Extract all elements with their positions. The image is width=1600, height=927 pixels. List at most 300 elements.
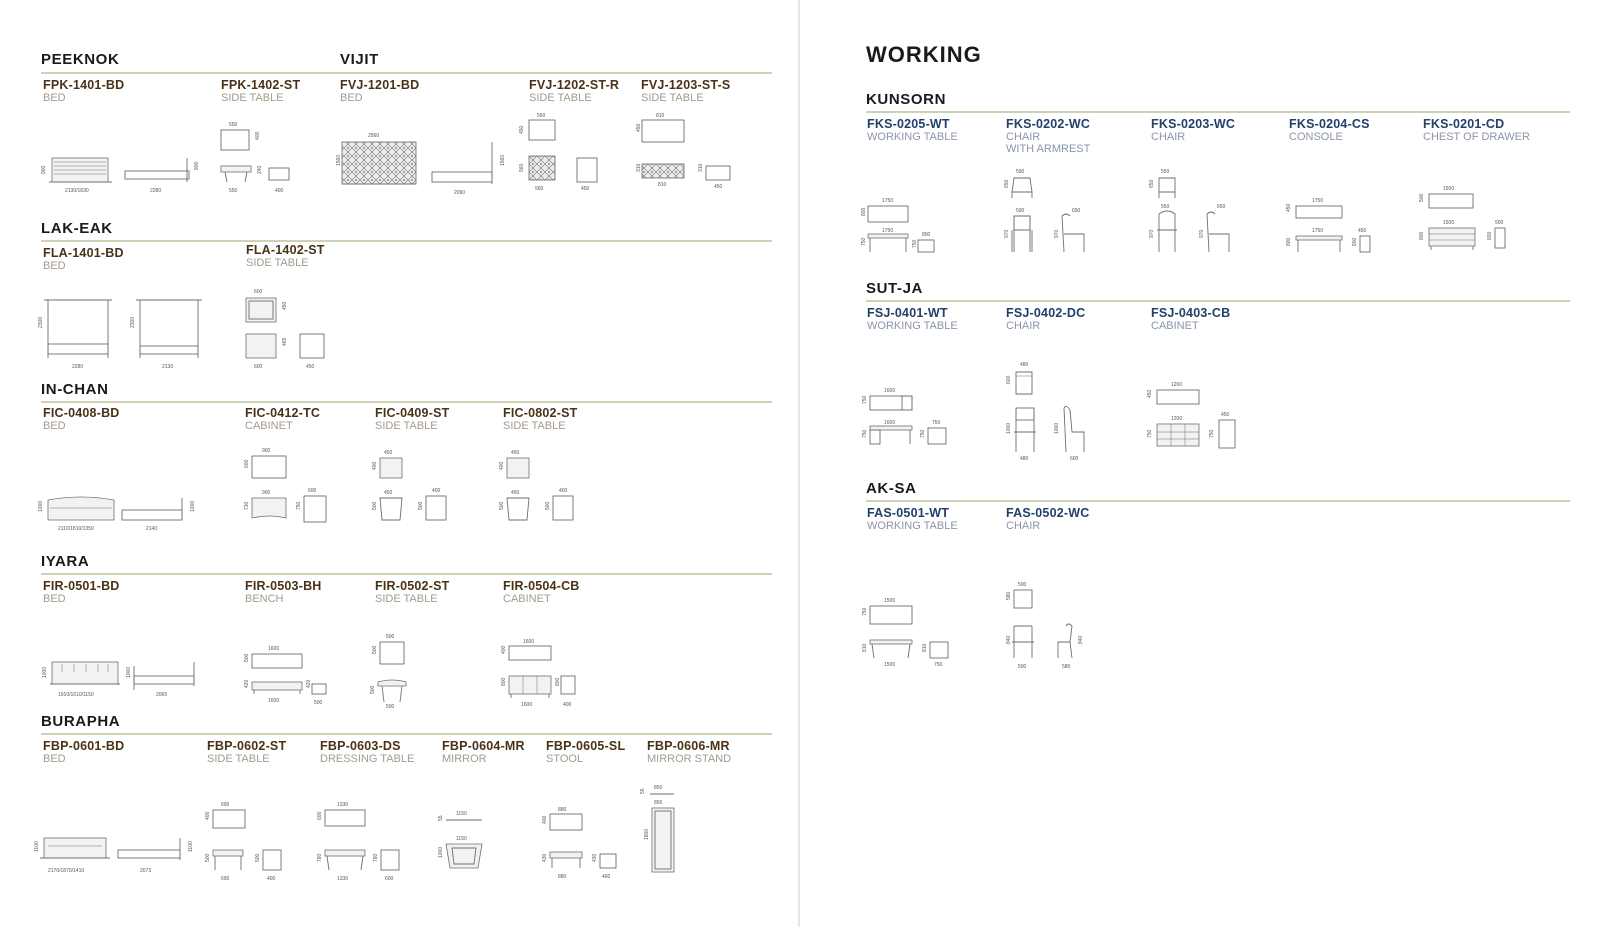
product-description: CHAIR <box>1006 131 1041 143</box>
product-code: FVJ-1201-BD <box>340 78 420 92</box>
dim-label: 2110/1810/1350 <box>58 526 94 532</box>
drawing-fks-0202-wc <box>1000 168 1100 258</box>
dim-label: 750 <box>920 429 926 438</box>
dim-label: 500 <box>205 853 211 862</box>
drawing-fas-0502-wc <box>1000 578 1100 672</box>
dim-label: 810 <box>922 643 928 652</box>
drawing-fks-0205-wt <box>860 196 950 258</box>
dim-label: 580 <box>1006 591 1012 600</box>
product-fbp-0602-st <box>207 739 286 765</box>
product-description: CHAIR <box>1006 320 1041 332</box>
dim-label: 750 <box>861 237 867 246</box>
product-description: SIDE TABLE <box>221 92 284 104</box>
drawing-fir-0504-cb <box>497 640 597 710</box>
dim-label: 400 <box>255 131 261 140</box>
dim-label: 500 <box>372 645 378 654</box>
product-fbp-0605-sl <box>546 739 625 765</box>
dim-label: 800 <box>1487 231 1493 240</box>
dim-label: 400 <box>267 876 276 882</box>
product-fir-0504-cb <box>503 579 580 605</box>
dim-label: 800 <box>194 161 200 170</box>
dim-label: 55 <box>640 788 646 794</box>
dim-label: 450 <box>636 123 642 132</box>
dim-label: 430 <box>592 853 598 862</box>
section-rule-peeknok <box>41 72 772 74</box>
product-description: DRESSING TABLE <box>320 753 415 765</box>
product-description: BED <box>43 260 66 272</box>
dim-label: 1600 <box>521 702 533 708</box>
dim-label: 810 <box>862 643 868 652</box>
dim-label: 970 <box>1199 229 1205 238</box>
section-title-lak-eak: LAK-EAK <box>41 220 113 237</box>
dim-label: 1200 <box>1171 416 1183 422</box>
product-code: FVJ-1202-ST-R <box>529 78 620 92</box>
dim-label: 650 <box>1149 179 1155 188</box>
dim-label: 600 <box>317 811 323 820</box>
dim-label: 500 <box>499 501 505 510</box>
right-page <box>800 0 1600 927</box>
product-fks-0203-wc <box>1151 117 1235 143</box>
drawing-fic-0412-tc <box>240 446 340 536</box>
dim-label: 2280 <box>150 188 162 194</box>
dim-label: 750 <box>862 395 868 404</box>
dim-label: 480 <box>1020 362 1029 368</box>
product-code: FPK-1402-ST <box>221 78 301 92</box>
dim-label: 460 <box>602 874 611 880</box>
dim-label: 450 <box>1147 389 1153 398</box>
dim-label: 560 <box>537 113 546 119</box>
left-page <box>0 0 798 927</box>
dim-label: 450 <box>511 450 520 456</box>
drawing-fsj-0401-wt <box>860 386 960 458</box>
dim-label: 750 <box>296 501 302 510</box>
drawing-fas-0501-wt <box>860 596 960 672</box>
dim-label: 2280 <box>72 364 84 370</box>
product-fsj-0401-wt <box>867 306 958 332</box>
dim-label: 500 <box>418 501 424 510</box>
dim-label: 730 <box>244 501 250 510</box>
product-fas-0502-wc <box>1006 506 1089 532</box>
dim-label: 400 <box>499 461 505 470</box>
product-code: FBP-0603-DS <box>320 739 401 753</box>
product-fks-0204-cs <box>1289 117 1370 143</box>
dim-label: 1100 <box>188 841 194 852</box>
dim-label: 1000 <box>1006 422 1012 434</box>
dim-label: 1560 <box>500 154 506 166</box>
dim-label: 880 <box>558 807 567 813</box>
drawing-fir-0502-st <box>370 632 440 710</box>
dim-label: 1600 <box>884 388 896 394</box>
product-description: SIDE TABLE <box>503 420 566 432</box>
dim-label: 1910/1610/1150 <box>58 692 94 698</box>
product-code: FBP-0601-BD <box>43 739 125 753</box>
product-code: FIR-0501-BD <box>43 579 120 593</box>
dim-label: 1750 <box>882 228 894 234</box>
product-description: BENCH <box>245 593 284 605</box>
dim-label: 240 <box>257 165 263 174</box>
product-code: FSJ-0401-WT <box>867 306 948 320</box>
product-fic-0408-bd <box>43 406 120 432</box>
dim-label: 420 <box>306 679 312 688</box>
dim-label: 780 <box>317 853 323 862</box>
dim-label: 1600 <box>268 646 280 652</box>
product-code: FIR-0504-CB <box>503 579 580 593</box>
dim-label: 450 <box>384 490 393 496</box>
dim-label: 750 <box>862 607 868 616</box>
product-description-2: WITH ARMREST <box>1006 143 1091 155</box>
dim-label: 840 <box>1078 635 1084 644</box>
dim-label: 450 <box>1286 203 1292 212</box>
dim-label: 600 <box>385 876 394 882</box>
dim-label: 550 <box>1161 204 1170 210</box>
dim-label: 750 <box>862 429 868 438</box>
dim-label: 2560 <box>368 133 380 139</box>
product-description: CABINET <box>245 420 293 432</box>
dim-label: 900 <box>262 448 271 454</box>
product-description: SIDE TABLE <box>529 92 592 104</box>
product-code: FKS-0201-CD <box>1423 117 1505 131</box>
dim-label: 1200 <box>1171 382 1183 388</box>
dim-label: 310 <box>636 163 642 172</box>
drawing-fsj-0402-dc <box>1000 358 1100 466</box>
dim-label: 500 <box>372 501 378 510</box>
dim-label: 450 <box>384 450 393 456</box>
dim-label: 450 <box>519 125 525 134</box>
dim-label: 650 <box>1072 208 1081 214</box>
product-fpk-1402-st <box>221 78 300 104</box>
product-description: CHAIR <box>1006 520 1041 532</box>
dim-label: 1000 <box>438 846 444 858</box>
section-rule-iyara <box>41 573 772 575</box>
dim-label: 750 <box>912 239 918 248</box>
product-description: SIDE TABLE <box>375 593 438 605</box>
dim-label: 650 <box>1004 179 1010 188</box>
product-description: BED <box>43 420 66 432</box>
dim-label: 1500 <box>884 662 896 668</box>
dim-label: 420 <box>244 679 250 688</box>
drawing-fvj-1201-bd <box>336 128 508 200</box>
dim-label: 600 <box>1006 375 1012 384</box>
dim-label: 465 <box>282 337 288 346</box>
dim-label: 2140 <box>146 526 158 532</box>
dim-label: 1100 <box>34 841 40 852</box>
section-title-burapha: BURAPHA <box>41 713 121 730</box>
dim-label: 2170/1870/1410 <box>48 868 85 874</box>
section-rule-burapha <box>41 733 772 735</box>
dim-label: 400 <box>432 488 441 494</box>
product-code: FAS-0502-WC <box>1006 506 1090 520</box>
dim-label: 400 <box>275 188 284 194</box>
product-fks-0201-cd <box>1423 117 1530 143</box>
dim-label: 750 <box>1147 429 1153 438</box>
drawing-fir-0503-bh <box>240 646 340 708</box>
section-title-sut-ja: SUT-JA <box>866 280 923 297</box>
product-fbp-0604-mr <box>442 739 525 765</box>
drawing-fic-0408-bd <box>36 494 196 536</box>
dim-label: 1800 <box>644 828 650 840</box>
dim-label: 1150 <box>456 836 467 842</box>
dim-label: 500 <box>386 704 395 710</box>
drawing-fbp-0602-st <box>203 800 293 884</box>
dim-label: 600 <box>254 364 263 370</box>
dim-label: 500 <box>1018 664 1027 670</box>
dim-label: 850 <box>654 785 663 791</box>
product-code: FLA-1402-ST <box>246 243 325 257</box>
dim-label: 450 <box>581 186 590 192</box>
page-title-working: WORKING <box>866 42 982 67</box>
dim-label: 1600 <box>523 639 535 645</box>
dim-label: 1500 <box>1443 186 1455 192</box>
product-code: FIC-0412-TC <box>245 406 321 420</box>
dim-label: 650 <box>1217 204 1226 210</box>
product-code: FIC-0802-ST <box>503 406 578 420</box>
dim-label: 55 <box>438 815 444 821</box>
dim-label: 560 <box>535 186 544 192</box>
product-description: WORKING TABLE <box>867 520 958 532</box>
drawing-fvj-1203-st-s <box>632 112 742 198</box>
product-code: FIR-0503-BH <box>245 579 322 593</box>
dim-label: 2130/1830 <box>65 188 89 194</box>
product-fir-0503-bh <box>245 579 322 605</box>
product-code: FVJ-1203-ST-S <box>641 78 731 92</box>
product-description: SIDE TABLE <box>246 257 309 269</box>
dim-label: 780 <box>373 853 379 862</box>
dim-label: 600 <box>244 459 250 468</box>
dim-label: 1500 <box>884 598 896 604</box>
dim-label: 500 <box>545 501 551 510</box>
drawing-fbp-0603-ds <box>315 800 415 884</box>
product-description: BED <box>43 92 66 104</box>
section-rule-lak-eak <box>41 240 772 242</box>
dim-label: 970 <box>1054 229 1060 238</box>
drawing-fbp-0604-mr <box>436 806 496 876</box>
drawing-fbp-0605-sl <box>540 808 630 884</box>
dim-label: 500 <box>1018 582 1027 588</box>
dim-label: 550 <box>229 122 238 128</box>
product-fas-0501-wt <box>867 506 958 532</box>
dim-label: 1000 <box>126 666 132 678</box>
product-description: BED <box>43 593 66 605</box>
drawing-fic-0409-st <box>370 446 460 536</box>
section-title-kunsorn: KUNSORN <box>866 91 947 108</box>
dim-label: 2300 <box>38 316 44 328</box>
dim-label: 400 <box>559 488 568 494</box>
product-code: FBP-0605-SL <box>546 739 626 753</box>
section-title-in-chan: IN-CHAN <box>41 381 109 398</box>
product-fvj-1203-st-s <box>641 78 730 104</box>
product-code: FKS-0203-WC <box>1151 117 1236 131</box>
product-fsj-0403-cb <box>1151 306 1230 332</box>
dim-label: 2073 <box>140 868 152 874</box>
dim-label: 880 <box>558 874 567 880</box>
product-description: SIDE TABLE <box>641 92 704 104</box>
dim-label: 1330 <box>337 802 349 808</box>
dim-label: 1330 <box>337 876 349 882</box>
product-fic-0409-st <box>375 406 449 432</box>
product-fic-0802-st <box>503 406 577 432</box>
product-description: MIRROR <box>442 753 487 765</box>
dim-label: 590 <box>1016 169 1025 175</box>
product-description: SIDE TABLE <box>207 753 270 765</box>
drawing-fic-0802-st <box>497 446 587 536</box>
product-code: FKS-0202-WC <box>1006 117 1091 131</box>
dim-label: 450 <box>714 184 723 190</box>
dim-label: 560 <box>519 163 525 172</box>
dim-label: 500 <box>370 685 376 694</box>
dim-label: 1750 <box>1312 228 1324 234</box>
dim-label: 900 <box>262 490 271 496</box>
dim-label: 1600 <box>884 420 896 426</box>
dim-label: 1000 <box>42 666 48 678</box>
product-fsj-0402-dc <box>1006 306 1085 332</box>
product-description: WORKING TABLE <box>867 320 958 332</box>
drawing-fpk-1402-st <box>219 120 299 198</box>
product-fir-0502-st <box>375 579 449 605</box>
product-fla-1401-bd <box>43 246 124 272</box>
dim-label: 1000 <box>1054 422 1060 434</box>
dim-label: 450 <box>282 301 288 310</box>
product-fks-0205-wt <box>867 117 958 143</box>
product-fvj-1201-bd <box>340 78 419 104</box>
dim-label: 2065 <box>156 692 168 698</box>
drawing-fks-0204-cs <box>1282 196 1392 258</box>
product-description: BED <box>340 92 363 104</box>
dim-label: 550 <box>1161 169 1170 175</box>
drawing-fks-0201-cd <box>1415 186 1525 258</box>
dim-label: 450 <box>1358 228 1367 234</box>
dim-label: 1000 <box>190 500 196 512</box>
dim-label: 580 <box>1062 664 1071 670</box>
drawing-fla-1401-bd <box>36 296 206 376</box>
dim-label: 450 <box>1221 412 1230 418</box>
product-code: FPK-1401-BD <box>43 78 125 92</box>
product-code: FSJ-0403-CB <box>1151 306 1231 320</box>
product-fpk-1401-bd <box>43 78 124 104</box>
dim-label: 500 <box>386 634 395 640</box>
dim-label: 600 <box>1070 456 1079 462</box>
dim-label: 480 <box>1020 456 1029 462</box>
product-code: FSJ-0402-DC <box>1006 306 1086 320</box>
drawing-fvj-1202-st-r <box>521 112 611 198</box>
section-rule-kunsorn <box>866 111 1570 113</box>
dim-label: 400 <box>542 815 548 824</box>
dim-label: 970 <box>1004 229 1010 238</box>
dim-label: 1150 <box>456 811 467 817</box>
dim-label: 850 <box>654 800 663 806</box>
product-fic-0412-tc <box>245 406 320 432</box>
product-description: CABINET <box>1151 320 1199 332</box>
drawing-fir-0501-bd <box>38 656 204 708</box>
product-description: CHEST OF DRAWER <box>1423 131 1530 143</box>
product-code: FBP-0606-MR <box>647 739 730 753</box>
product-fbp-0606-mr <box>647 739 731 765</box>
dim-label: 800 <box>1419 231 1425 240</box>
dim-label: 1000 <box>38 500 44 512</box>
product-code: FAS-0501-WT <box>867 506 950 520</box>
product-code: FLA-1401-BD <box>43 246 124 260</box>
product-description: CABINET <box>503 593 551 605</box>
dim-label: 550 <box>229 188 238 194</box>
section-title-peeknok: PEEKNOK <box>41 51 120 68</box>
dim-label: 600 <box>308 488 317 494</box>
product-fbp-0601-bd <box>43 739 124 765</box>
dim-label: 600 <box>254 289 263 295</box>
dim-label: 800 <box>555 677 561 686</box>
product-fks-0202-wc <box>1006 117 1090 155</box>
section-title-iyara: IYARA <box>41 553 90 570</box>
dim-label: 500 <box>244 653 250 662</box>
dim-label: 800 <box>1286 237 1292 246</box>
drawing-fpk-1401-bd <box>40 150 200 200</box>
dim-label: 590 <box>1016 208 1025 214</box>
dim-label: 1750 <box>1312 198 1324 204</box>
dim-label: 450 <box>511 490 520 496</box>
dim-label: 800 <box>1352 237 1358 246</box>
dim-label: 500 <box>1495 220 1504 226</box>
section-title-vijit: VIJIT <box>340 51 379 68</box>
product-description: BED <box>43 753 66 765</box>
dim-label: 500 <box>255 853 261 862</box>
product-fbp-0603-ds <box>320 739 414 765</box>
dim-label: 500 <box>314 700 323 706</box>
dim-label: 800 <box>922 232 931 238</box>
dim-label: 690 <box>221 876 230 882</box>
product-description: CHAIR <box>1151 131 1186 143</box>
dim-label: 810 <box>658 182 667 188</box>
dim-label: 1560 <box>336 154 342 166</box>
dim-label: 450 <box>306 364 315 370</box>
drawing-fla-1402-st <box>240 288 340 380</box>
dim-label: 800 <box>501 677 507 686</box>
drawing-fks-0203-wc <box>1145 168 1245 258</box>
product-code: FBP-0602-ST <box>207 739 287 753</box>
dim-label: 1600 <box>268 698 280 704</box>
dim-label: 970 <box>1149 229 1155 238</box>
dim-label: 750 <box>1209 429 1215 438</box>
dim-label: 2300 <box>130 316 136 328</box>
section-rule-sut-ja <box>866 300 1570 302</box>
product-code: FIR-0502-ST <box>375 579 450 593</box>
product-code: FBP-0604-MR <box>442 739 525 753</box>
product-code: FKS-0204-CS <box>1289 117 1370 131</box>
drawing-fbp-0606-mr <box>640 786 700 882</box>
dim-label: 800 <box>861 207 867 216</box>
product-code: FIC-0408-BD <box>43 406 120 420</box>
dim-label: 810 <box>656 113 665 119</box>
section-rule-ak-sa <box>866 500 1570 502</box>
product-code: FIC-0409-ST <box>375 406 450 420</box>
dim-label: 500 <box>1419 193 1425 202</box>
product-fla-1402-st <box>246 243 325 269</box>
dim-label: 400 <box>563 702 572 708</box>
dim-label: 2130 <box>162 364 174 370</box>
dim-label: 400 <box>205 811 211 820</box>
product-description: CONSOLE <box>1289 131 1343 143</box>
product-description: WORKING TABLE <box>867 131 958 143</box>
dim-label: 1500 <box>1443 220 1455 226</box>
dim-label: 310 <box>698 163 704 172</box>
dim-label: 400 <box>372 461 378 470</box>
dim-label: 900 <box>41 165 47 174</box>
dim-label: 400 <box>501 645 507 654</box>
drawing-fbp-0601-bd <box>34 832 194 884</box>
section-title-ak-sa: AK-SA <box>866 480 917 497</box>
section-rule-in-chan <box>41 401 772 403</box>
product-description: MIRROR STAND <box>647 753 732 765</box>
dim-label: 2090 <box>454 190 466 196</box>
dim-label: 1750 <box>882 198 894 204</box>
product-fir-0501-bd <box>43 579 120 605</box>
